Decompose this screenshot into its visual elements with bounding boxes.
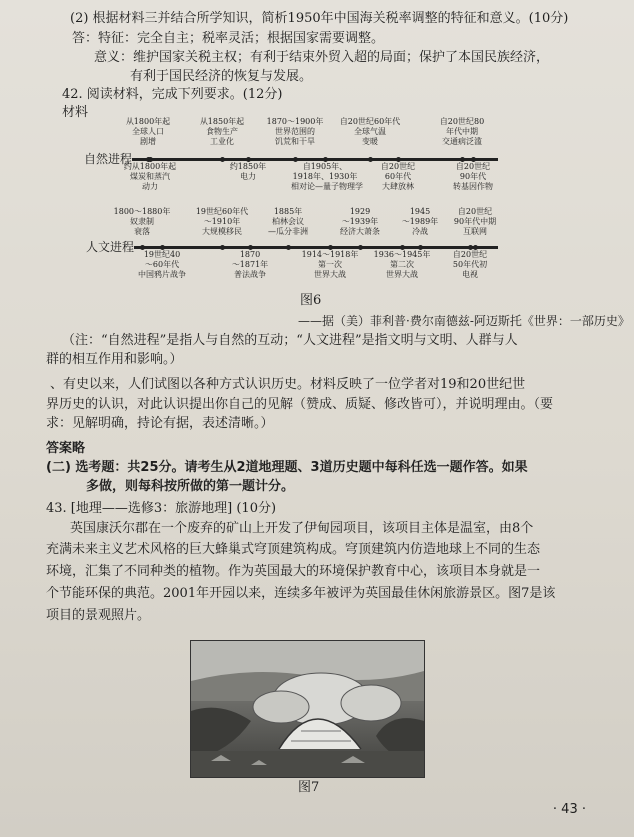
answer-strategy: 答案略 (46, 441, 86, 456)
natural-below-event-1: 约1850年 电力 (229, 162, 267, 181)
human-process-label: 人文进程 (86, 240, 135, 254)
task-line-1: 、有史以来，人们试图以各种方式认识历史。材料反映了一位学者对19和20世纪世 (50, 377, 526, 392)
natural-below-event-2: 自1905年、 1918年、1930年 相对论—量子物理学 (291, 162, 363, 191)
natural-axis (132, 158, 498, 161)
natural-process-label: 自然进程 (84, 152, 133, 166)
human-above-event-4: 1945 ～1989年 冷战 (401, 207, 439, 236)
human-below-event-3: 1936～1945年 第二次 世界大战 (373, 250, 431, 279)
q43-paragraph-2: 充满未来主义艺术风格的巨大蜂巢式穹顶建筑构成。穹顶建筑内仿造地球上不同的生态 (46, 542, 541, 557)
human-below-marker-1 (248, 245, 253, 250)
human-below-marker-3 (400, 245, 405, 250)
natural-above-event-2: 1870～1900年 世界范围的 饥荒和干旱 (266, 117, 324, 146)
human-axis (134, 246, 498, 249)
natural-above-event-1: 从1850年起 食物生产 工业化 (199, 117, 245, 146)
note-line-1: （注：“自然进程”是指人与自然的互动；“人文进程”是指文明与文明、人群与人 (62, 333, 518, 348)
q41-2-answer-meaning-2: 有利于国民经济的恢复与发展。 (130, 69, 313, 84)
part-2-instruction-2: 多做，则每科按所做的第一题计分。 (86, 479, 295, 494)
human-below-event-4: 自20世纪 50年代初 电视 (452, 250, 488, 279)
material-label: 材料 (62, 105, 89, 120)
human-above-event-1: 19世纪60年代 ～1910年 大规模移民 (195, 207, 249, 236)
natural-below-marker-4 (471, 157, 476, 162)
natural-above-event-3: 自20世纪60年代 全球气温 变暖 (339, 117, 401, 146)
human-above-event-0: 1800～1880年 奴隶制 衰落 (113, 207, 171, 236)
natural-below-marker-3 (396, 157, 401, 162)
natural-below-event-3: 自20世纪 60年代 大肆放林 (380, 162, 416, 191)
human-above-marker-2 (286, 245, 291, 250)
human-below-marker-0 (160, 245, 165, 250)
q42-heading: 42. 阅读材料，完成下列要求。(12分) (62, 87, 283, 102)
natural-above-event-0: 从1800年起 全球人口 剧增 (125, 117, 171, 146)
eden-project-photo-drawing (191, 641, 424, 777)
human-below-event-0: 19世纪40 ～60年代 中国鸦片战争 (138, 250, 186, 279)
q43-paragraph-1: 英国康沃尔郡在一个废弃的矿山上开发了伊甸园项目，该项目主体是温室，由8个 (70, 521, 534, 536)
figure-6-caption: 图6 (300, 293, 322, 308)
page-number: · 43 · (552, 802, 586, 817)
human-below-marker-4 (468, 245, 473, 250)
q41-2-answer-meaning-1: 意义：维护国家关税主权；有利于结束外贸入超的局面；保护了本国民族经济， (94, 50, 550, 65)
task-line-3: 求：见解明确，持论有据，表述清晰。） (46, 416, 274, 431)
q43-paragraph-5: 项目的景观照片。 (46, 608, 151, 623)
human-above-event-5: 自20世纪 90年代中期 互联网 (453, 207, 497, 236)
human-below-marker-2 (328, 245, 333, 250)
figure-7-caption: 图7 (298, 780, 320, 795)
q43-heading: 43. [地理——选修3：旅游地理] (10分) (46, 501, 277, 516)
eden-project-photo (190, 640, 425, 778)
natural-below-event-0: 约从1800年起 煤炭和蒸汽 动力 (123, 162, 177, 191)
q41-2-prompt: (2) 根据材料三并结合所学知识，简析1950年中国海关税率调整的特征和意义。(10分) (70, 11, 569, 26)
part-2-instruction-1: (二) 选考题：共25分。请考生从2道地理题、3道历史题中每科任选一题作答。如果 (46, 460, 528, 475)
human-above-event-2: 1885年 柏林会议 —瓜分非洲 (268, 207, 308, 236)
human-above-event-3: 1929 ～1939年 经济大萧条 (340, 207, 380, 236)
natural-below-event-4: 自20世纪 90年代 转基因作物 (453, 162, 493, 191)
natural-below-marker-2 (323, 157, 328, 162)
q43-paragraph-3: 环境，汇集了不同种类的植物。作为英国最大的环境保护教育中心，该项目本身就是一 (46, 564, 541, 579)
q41-2-answer-feature: 答：特征：完全自主；税率灵活；根据国家需要调整。 (72, 31, 385, 46)
q43-paragraph-4: 个节能环保的典范。2001年开园以来，连续多年被评为英国最佳休闲旅游景区。图7是该 (46, 586, 556, 601)
natural-below-marker-0 (148, 157, 153, 162)
natural-below-marker-1 (246, 157, 251, 162)
figure-6-source: ——据（美）菲利普·费尔南德兹-阿迈斯托《世界：一部历史》 (298, 314, 630, 328)
natural-above-event-4: 自20世纪80 年代中期 交通病泛滥 (439, 117, 485, 146)
human-below-event-1: 1870 ～1871年 普法战争 (231, 250, 269, 279)
task-line-2: 界历史的认识，对此认识提出你自己的见解（赞成、质疑、修改皆可），并说明理由。（要 (46, 397, 554, 412)
human-below-event-2: 1914～1918年 第一次 世界大战 (301, 250, 359, 279)
note-line-2: 群的相互作用和影响。） (46, 352, 183, 367)
